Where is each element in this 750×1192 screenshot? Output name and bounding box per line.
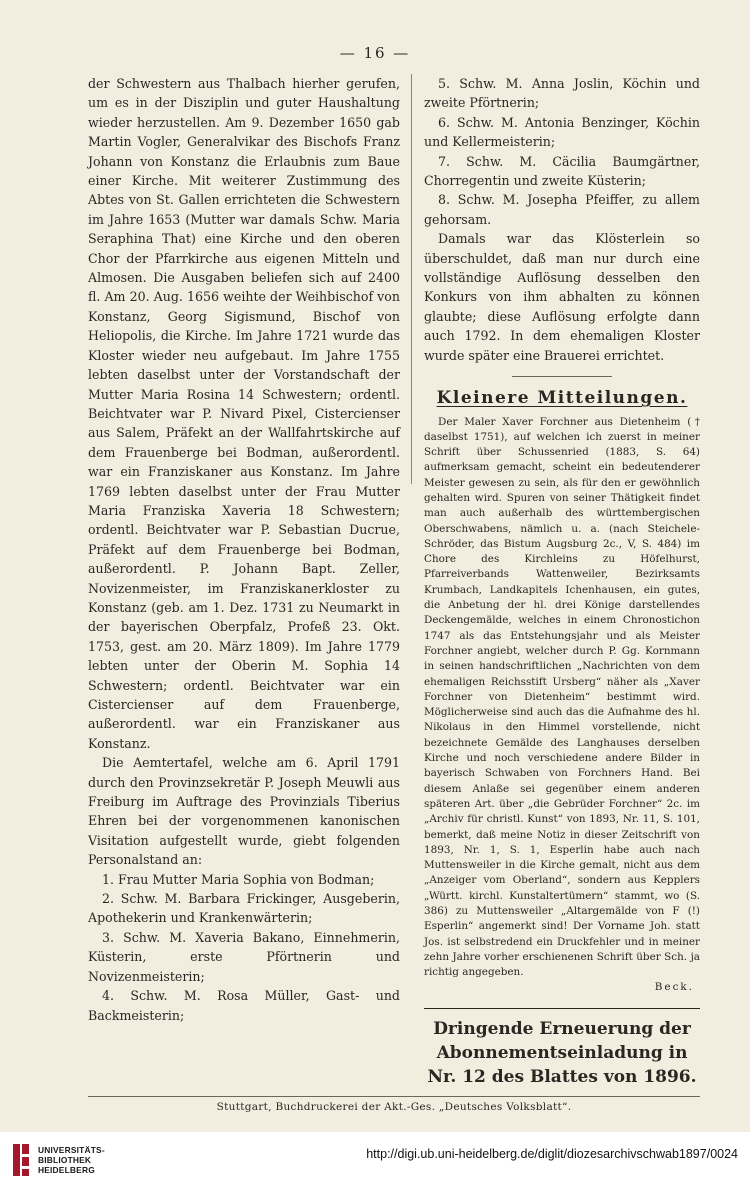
- paragraph: der Schwestern aus Thalbach hierher gerufen, um es in der Disziplin und guter Haushaltung wieder herzustellen. Am 9. Dezember 1650 gab Martin Vogler, Generalvikar des Bischofs Franz Johann von Konstanz die Erlaubnis zum Baue einer Kirche. Mit weiterer Zustimmung des Abtes von St. Gallen errichteten die Schwestern im Jahre 1653 (Mutter war damals Schw. Maria Seraphina That) eine Kirche und den oberen Chor der Pfarrkirche aus eigenen Mitteln und Almosen. Die Ausgaben beliefen sich auf 2400 fl. Am 20. Aug. 1656 weihte der Weihbischof von Konstanz, Georg Sigismund, Bischof von Heliopolis, die Kirche. Im Jahre 1721 wurde das Kloster wieder neu aufgebaut. Im Jahre 1755 lebten daselbst unter der Vorstandschaft der Mutter Maria Rosina 14 Schwestern; ordentl. Beichtvater war P. Nivard Pixel, Cistercienser aus Salem, Präfekt an der Wallfahrtskirche auf dem Frauenberge bei Bodman, außerordentl. war ein Franziskaner aus Konstanz. Im Jahre 1769 lebten daselbst unter der Frau Mutter Maria Franziska Xaveria 18 Schwestern; ordentl. Beichtvater war P. Sebastian Ducrue, Präfekt auf dem Frauenberge bei Bodman, außerordentl. P. Johann Bapt. Zeller, Novizenmeister, im Franziskanerkloster zu Konstanz (geb. am 1. Dez. 1731 zu Neumarkt in der bayerischen Oberpfalz, Profeß 23. Okt. 1753, gest. am 20. März 1809). Im Jahre 1779 lebten unter der Oberin M. Sophia 14 Schwestern; ordentl. Beichtvater war ein Cistercienser auf dem Frauenberge, außerordentl. war ein Franziskaner aus Konstanz.: [88, 76, 400, 751]
- author-signature: Beck.: [654, 981, 694, 994]
- list-item: 4. Schw. M. Rosa Müller, Gast- und Backmeisterin;: [88, 988, 400, 1023]
- heidelberg-library-logo-icon: [10, 1142, 32, 1178]
- list-item: 5. Schw. M. Anna Joslin, Köchin und zweite Pförtnerin;: [424, 76, 700, 111]
- page-number: — 16 —: [339, 44, 411, 62]
- column-divider: [411, 74, 412, 484]
- paragraph: Der Maler Xaver Forchner aus Dietenheim († daselbst 1751), auf welchen ich zuerst in meiner Schrift über Schussenried (1883, S. 64) aufmerksam gemacht, scheint ein bedeutenderer Meister gewesen zu sein, als für den er gewöhnlich gehalten wird. Spuren von seiner Thätigkeit findet man auch außerhalb des württembergischen Oberschwabens, nämlich u. a. (nach Steichele-Schröder, das Bistum Augsburg 2c., V, S. 484) im Chore des Kirchleins zu Höfelhurst, Pfarreiverbands Wattenweiler, Bezirksamts Krumbach, Landkapitels Ichenhausen, ein gutes, die Anbetung der hl. drei Könige darstellendes Deckengemälde, welches in einem Chronostichon 1747 als das Entstehungsjahr und als Meister Forchner angiebt, welcher durch P. Gg. Kornmann in seinen handschriftlichen „Nachrichten von dem ehemaligen Reichsstift Ursberg“ näher als „Xaver Forchner von Dietenheim“ bestimmt wird. Möglicherweise sind auch das die Aufnahme des hl. Nikolaus in den Himmel vorstellende, nicht bezeichnete Gemälde des Langhauses derselben Kirche und noch verschiedene andere Bilder in bayerisch Schwaben von Forchners Hand. Bei diesem Anlaße sei gegenüber einem anderen späteren Art. über „die Gebrüder Forchner“ 2c. im „Archiv für christl. Kunst“ von 1893, Nr. 11, S. 101, bemerkt, daß meine Notiz in dieser Zeitschrift von 1893, Nr. 1, S. 1, Esperlin habe auch nach Muttensweiler in die Kirche gemalt, nicht aus dem „Anzeiger vom Oberland“, sondern aus Kepplers „Württ. kirchl. Kunstaltertümern“ stammt, wo (S. 386) zu Muttensweiler „Altargemälde von F (!) Esperlin“ angemerkt sind! Der Vorname Joh. statt Jos. ist selbstredend ein Druckfehler und in meiner zehn Jahre vorher erschienenen Schrift über Sch. ja richtig angegeben.: [424, 415, 700, 979]
- library-logo: [10, 1142, 105, 1178]
- library-banner: [0, 1132, 750, 1192]
- article-body: [424, 415, 700, 996]
- section-heading: Kleinere Mitteilungen.: [436, 388, 688, 409]
- subscription-notice: Dringende Erneuerung der Abonnementseinladung in Nr. 12 des Blattes von 1896.: [424, 1008, 700, 1089]
- footer-rule: [88, 1096, 700, 1097]
- list-item: 6. Schw. M. Antonia Benzinger, Köchin und Kellermeisterin;: [424, 114, 700, 150]
- paragraph: Damals war das Klösterlein so überschuldet, daß man nur durch eine vollständige Auflösung desselben den Konkurs von ihm abhalten zu können glaubte; diese Auflösung erfolgte dann auch 1792. In dem ehemaligen Kloster wurde später eine Brauerei errichtet.: [424, 231, 700, 363]
- section-separator: [512, 376, 612, 377]
- list-item: 8. Schw. M. Josepha Pfeiffer, zu allem gehorsam.: [424, 192, 700, 227]
- list-item: 3. Schw. M. Xaveria Bakano, Einnehmerin, Küsterin, erste Pförtnerin und Novizenmeisterin;: [88, 929, 400, 984]
- left-column: [88, 74, 400, 1025]
- list-item: 7. Schw. M. Cäcilia Baumgärtner, Chorregentin und zweite Küsterin;: [424, 153, 700, 189]
- source-url-link[interactable]: http://digi.ub.uni-heidelberg.de/diglit/diozesarchivschwab1897/0024: [366, 1147, 738, 1161]
- list-item: 2. Schw. M. Barbara Frickinger, Ausgeberin, Apothekerin und Krankenwärterin;: [88, 891, 400, 926]
- library-name: UNIVERSITÄTS- BIBLIOTHEK HEIDELBERG: [38, 1145, 105, 1175]
- printer-imprint: Stuttgart, Buchdruckerei der Akt.-Ges. „Deutsches Volksblatt“.: [216, 1101, 572, 1113]
- list-item: 1. Frau Mutter Maria Sophia von Bodman;: [102, 871, 375, 887]
- right-column: [424, 74, 700, 1089]
- paragraph: Die Aemtertafel, welche am 6. April 1791 durch den Provinzsekretär P. Joseph Meuwli aus Freiburg im Auftrage des Provinzials Tiberius Ehren bei der vorgenommenen kanonischen Visitation aufgestellt wurde, giebt folgenden Personalstand an:: [88, 755, 400, 868]
